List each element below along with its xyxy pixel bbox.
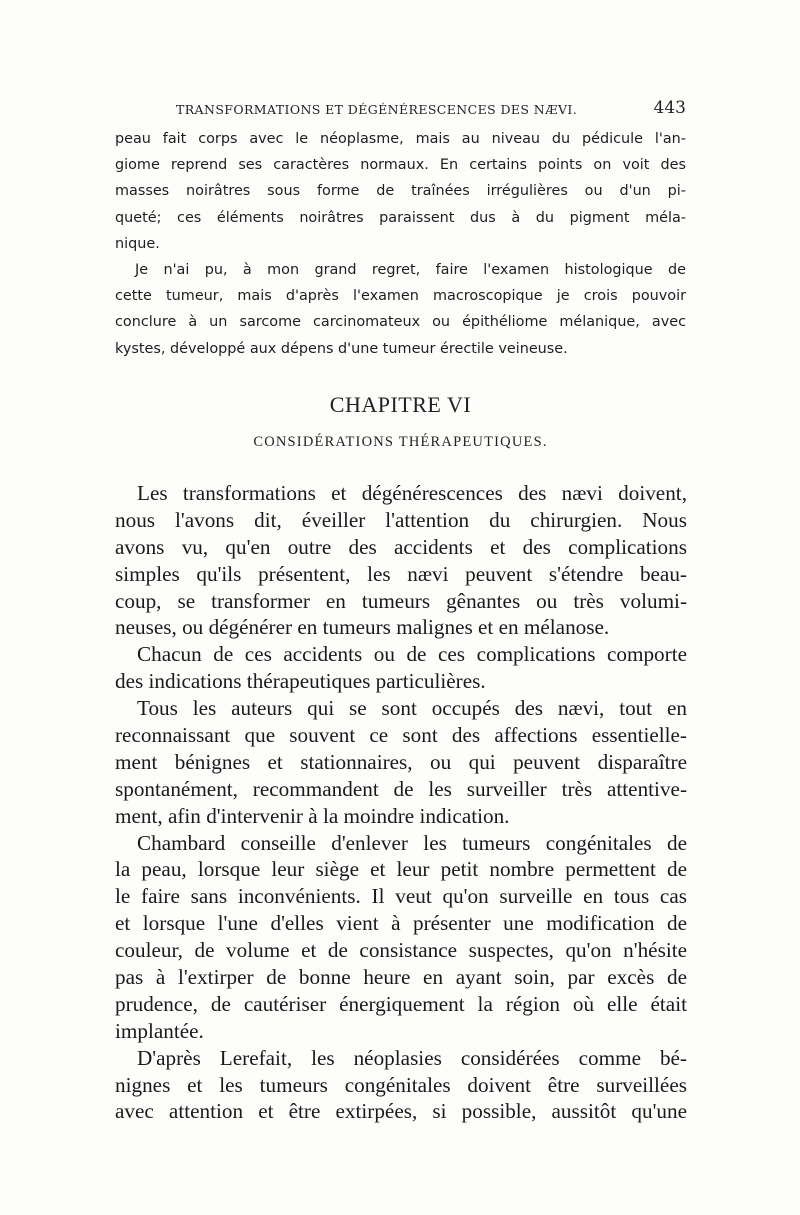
text-line: spontanément, recommandent de les surveiller très attentive-: [115, 776, 687, 801]
text-line: conclure à un sarcome carcinomateux ou épithéliome mélanique, avec: [115, 314, 686, 331]
text-line: cette tumeur, mais d'après l'examen macroscopique je crois pouvoir: [115, 288, 686, 305]
text-line: couleur, de volume et de consistance suspectes, qu'on n'hésite: [115, 938, 687, 963]
text-line: ment, afin d'intervenir à la moindre indication.: [115, 803, 510, 828]
text-line: masses noirâtres sous forme de traînées irrégulières ou d'un pi-: [115, 183, 686, 200]
text-line: et lorsque l'une d'elles vient à présenter une modification de: [115, 911, 687, 936]
paragraph-4: [115, 641, 687, 695]
running-head-title: TRANSFORMATIONS ET DÉGÉNÉRESCENCES DES NÆVI.: [176, 102, 578, 117]
paragraph-3: [115, 480, 687, 641]
text-line: Chambard conseille d'enlever les tumeurs congénitales de: [137, 830, 687, 855]
text-line: des indications thérapeutiques particulières.: [115, 669, 486, 694]
text-line: coup, se transformer en tumeurs gênantes ou très volumi-: [115, 588, 687, 613]
running-head: [176, 98, 686, 122]
text-line: ment bénignes et stationnaires, ou qui peuvent disparaître: [115, 749, 687, 774]
text-line: kystes, développé aux dépens d'une tumeur érectile veineuse.: [115, 340, 568, 357]
text-line: avec attention et être extirpées, si possible, aussitôt qu'une: [115, 1099, 687, 1124]
text-line: queté; ces éléments noirâtres paraissent dus à du pigment méla-: [115, 209, 686, 226]
text-line: reconnaissant que souvent ce sont des affections essentielle-: [115, 723, 687, 748]
text-line: la peau, lorsque leur siège et leur petit nombre permettent de: [115, 857, 687, 882]
text-line: neuses, ou dégénérer en tumeurs malignes et en mélanose.: [115, 615, 610, 640]
text-line: Les transformations et dégénérescences des nævi doivent,: [137, 481, 687, 505]
text-line: peau fait corps avec le néoplasme, mais au niveau du pédicule l'an-: [115, 131, 686, 147]
text-line: implantée.: [115, 1018, 204, 1043]
body-text: [115, 480, 687, 1125]
text-line: nignes et les tumeurs congénitales doivent être surveillées: [115, 1072, 687, 1097]
chapter-subtitle: CONSIDÉRATIONS THÉRAPEUTIQUES.: [253, 434, 548, 450]
text-line: nous l'avons dit, éveiller l'attention du chirurgien. Nous: [115, 507, 687, 532]
paragraph-1: [115, 126, 686, 257]
chapter-title: CHAPITRE VI: [329, 392, 472, 417]
text-line: nique.: [115, 235, 160, 252]
text-line: Chacun de ces accidents ou de ces complications comporte: [137, 642, 687, 667]
paragraph-2: [115, 257, 686, 362]
text-line: Tous les auteurs qui se sont occupés des nævi, tout en: [137, 696, 687, 721]
text-line: simples qu'ils présentent, les nævi peuvent s'étendre beau-: [115, 561, 687, 586]
text-line: le faire sans inconvénients. Il veut qu'on surveille en tous cas: [115, 884, 687, 909]
text-line: avons vu, qu'en outre des accidents et des complications: [115, 534, 687, 559]
text-line: D'après Lerefait, les néoplasies considérées comme bé-: [137, 1045, 687, 1070]
text-line: prudence, de cautériser énergiquement la région où elle était: [115, 991, 687, 1016]
page-number: 443: [653, 98, 686, 118]
text-line: Je n'ai pu, à mon grand regret, faire l'examen histologique de: [135, 262, 686, 278]
paragraph-5: [115, 695, 687, 829]
text-line: pas à l'extirper de bonne heure en ayant soin, par excès de: [115, 965, 687, 990]
paragraph-7: [115, 1045, 687, 1126]
paragraph-6: [115, 830, 687, 1045]
text-line: giome reprend ses caractères normaux. En certains points on voit des: [115, 157, 686, 174]
